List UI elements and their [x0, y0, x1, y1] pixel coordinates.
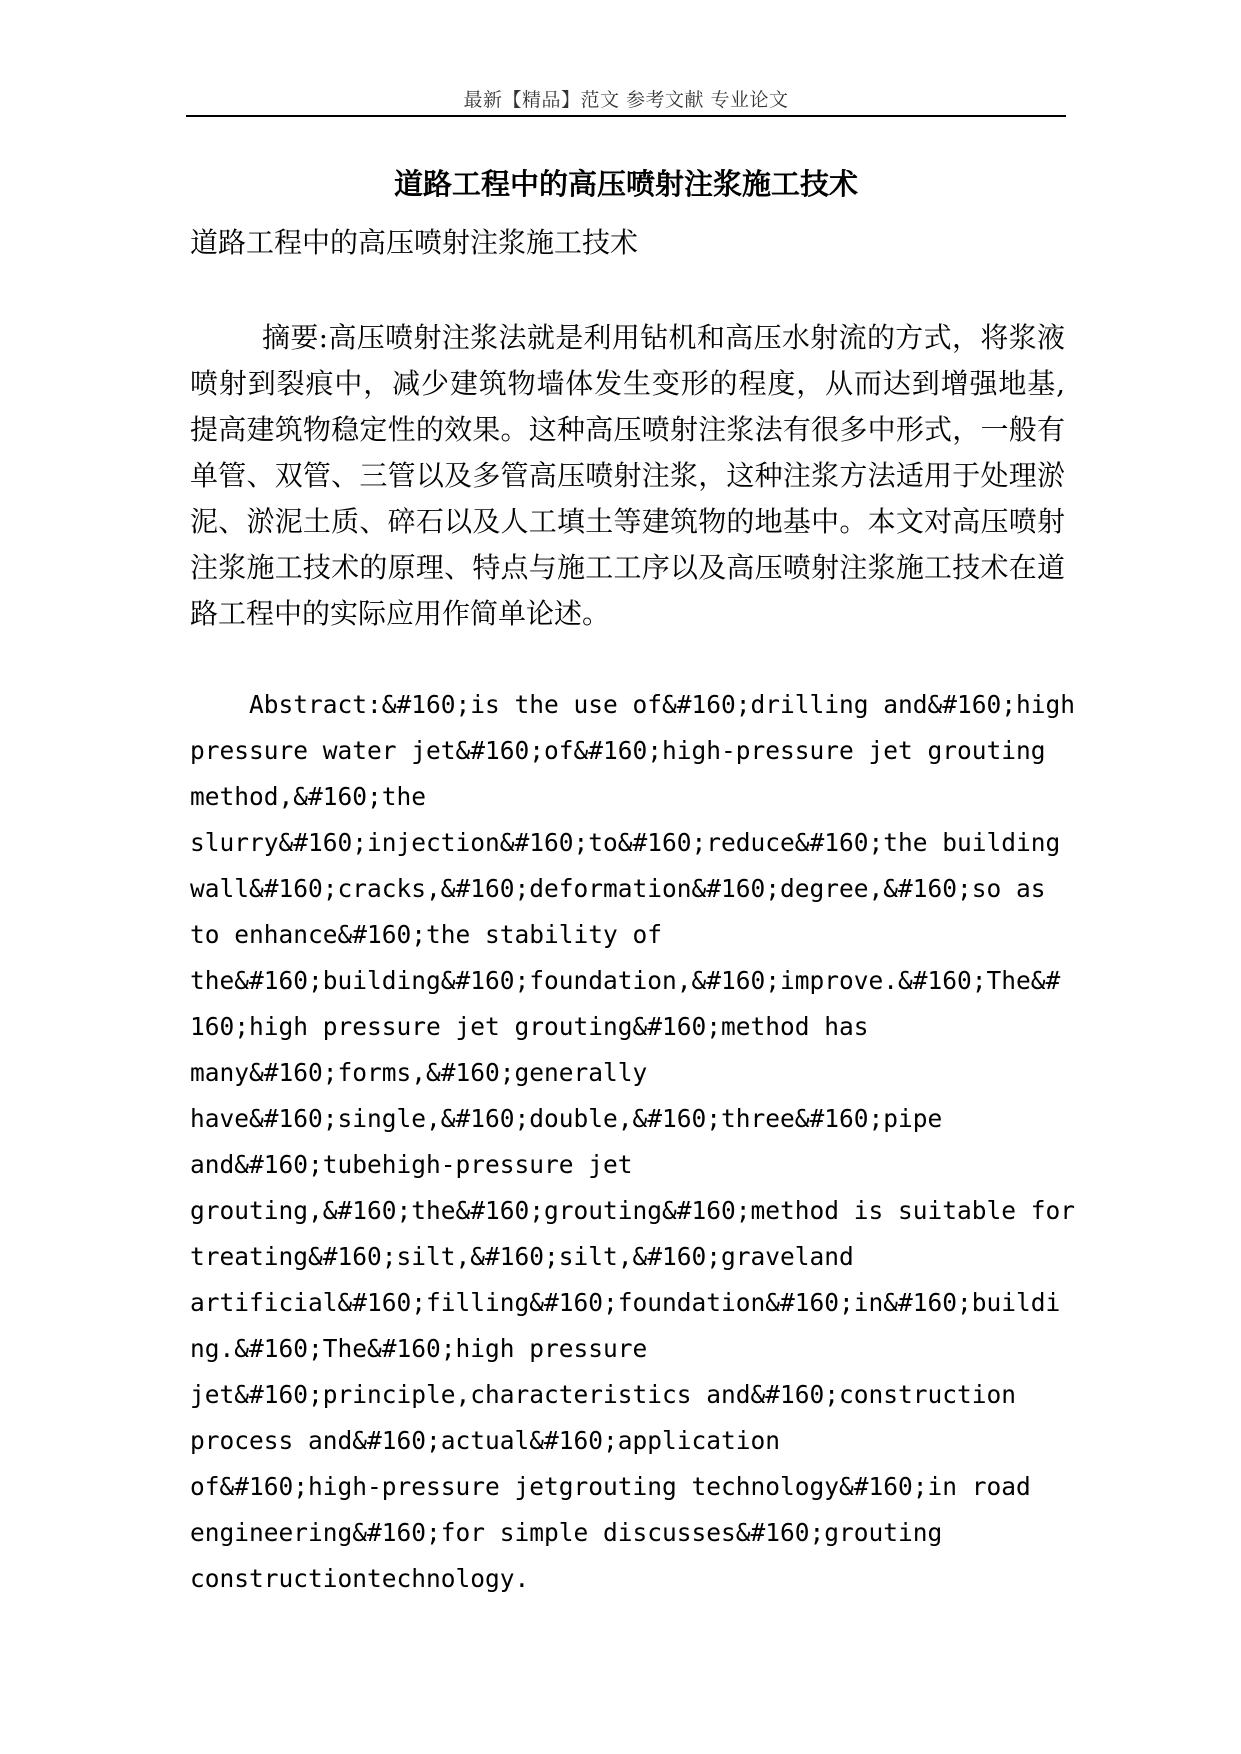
abstract-english-line: ng.&#160;The&#160;high pressure [190, 1334, 648, 1363]
abstract-english-line: treating&#160;silt,&#160;silt,&#160;graveland [190, 1242, 854, 1271]
abstract-english-line: wall&#160;cracks,&#160;deformation&#160;degree,&#160;so as [190, 874, 1046, 903]
abstract-english [190, 682, 1076, 1602]
abstract-english-line: jet&#160;principle,characteristics and&#160;construction [190, 1380, 1017, 1409]
abstract-english-line: constructiontechnology. [190, 1564, 530, 1593]
abstract-english-line: have&#160;single,&#160;double,&#160;three&#160;pipe [190, 1104, 943, 1133]
abstract-english-line: grouting,&#160;the&#160;grouting&#160;method is suitable for [190, 1196, 1076, 1225]
header-divider [186, 115, 1066, 117]
abstract-english-line: artificial&#160;filling&#160;foundation&#160;in&#160;buildi [190, 1288, 1061, 1317]
abstract-english-line: Abstract:&#160;is the use of&#160;drilling and&#160;high [190, 690, 1076, 719]
abstract-english-line: to enhance&#160;the stability of [190, 920, 663, 949]
abstract-english-line: pressure water jet&#160;of&#160;high-pressure jet grouting [190, 736, 1046, 765]
abstract-english-line: slurry&#160;injection&#160;to&#160;reduce&#160;the building [190, 828, 1061, 857]
abstract-english-line: the&#160;building&#160;foundation,&#160;improve.&#160;The&# [190, 966, 1061, 995]
document-title: 道路工程中的高压喷射注浆施工技术 [393, 167, 858, 201]
abstract-chinese: 摘要:高压喷射注浆法就是利用钻机和高压水射流的方式，将浆液喷射到裂痕中，减少建筑物墙体发生变形的程度，从而达到增强地基,提高建筑物稳定性的效果。这种高压喷射注浆法有很多中形式，一般有单管、双管、三管以及多管高压喷射注浆，这种注浆方法适用于处理淤泥、淤泥土质、碎石以及人工填土等建筑物的地基中。本文对高压喷射注浆施工技术的原理、特点与施工工序以及高压喷射注浆施工技术在道路工程中的实际应用作简单论述。 [190, 321, 1065, 630]
page-header: 最新【精品】范文 参考文献 专业论文 [463, 89, 789, 111]
abstract-english-line: method,&#160;the [190, 782, 427, 811]
abstract-english-line: of&#160;high-pressure jetgrouting technology&#160;in road [190, 1472, 1031, 1501]
document-subtitle: 道路工程中的高压喷射注浆施工技术 [190, 226, 639, 259]
abstract-english-line: process and&#160;actual&#160;application [190, 1426, 781, 1455]
abstract-english-line: 160;high pressure jet grouting&#160;method has [190, 1012, 869, 1041]
abstract-english-line: many&#160;forms,&#160;generally [190, 1058, 648, 1087]
abstract-english-line: and&#160;tubehigh-pressure jet [190, 1150, 633, 1179]
abstract-english-line: engineering&#160;for simple discusses&#160;grouting [190, 1518, 943, 1547]
